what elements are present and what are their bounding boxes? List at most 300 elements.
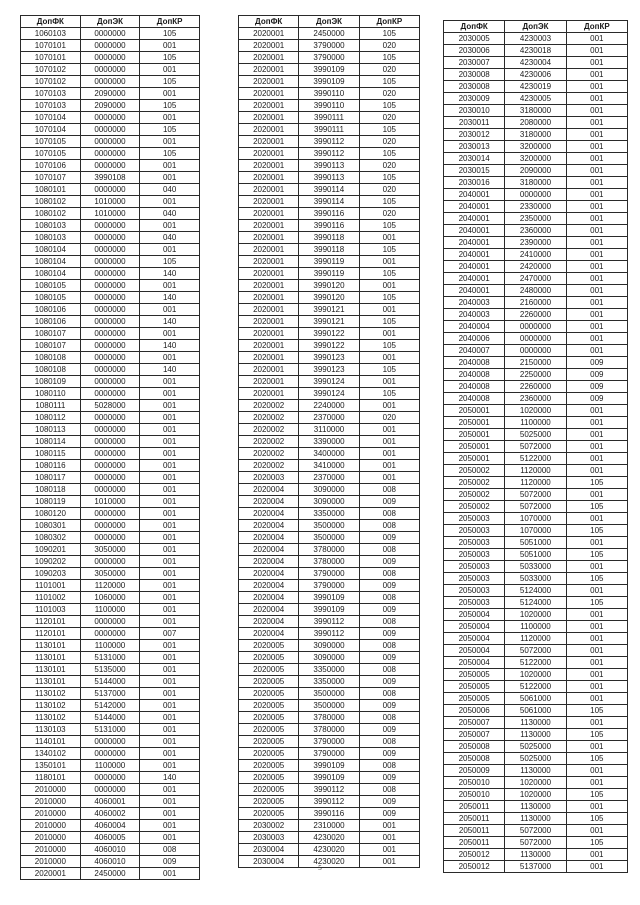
cell-dopek: 4230003 <box>505 33 566 45</box>
cell-dopkr: 001 <box>359 460 419 472</box>
cell-dopkr: 009 <box>359 724 419 736</box>
cell-dopek: 5124000 <box>505 585 566 597</box>
cell-dopek: 1130000 <box>505 801 566 813</box>
cell-dopkr: 001 <box>140 472 200 484</box>
header-dopfk: ДопФК <box>444 21 505 33</box>
cell-dopfk: 2020004 <box>239 496 299 508</box>
cell-dopkr: 008 <box>359 784 419 796</box>
table-row <box>21 568 200 580</box>
cell-dopkr: 001 <box>140 112 200 124</box>
cell-dopkr: 001 <box>140 160 200 172</box>
cell-dopfk: 2050003 <box>444 585 505 597</box>
cell-dopek: 2420000 <box>505 261 566 273</box>
cell-dopek: 0000000 <box>80 484 140 496</box>
cell-dopek: 0000000 <box>505 333 566 345</box>
cell-dopfk: 2040001 <box>444 189 505 201</box>
cell-dopfk: 2030010 <box>444 105 505 117</box>
cell-dopek: 3500000 <box>299 532 359 544</box>
cell-dopfk: 1080113 <box>21 424 81 436</box>
header-dopfk: ДопФК <box>239 16 299 28</box>
cell-dopek: 0000000 <box>80 40 140 52</box>
table-row <box>444 81 628 93</box>
cell-dopek: 3990109 <box>299 64 359 76</box>
cell-dopek: 2080000 <box>505 117 566 129</box>
cell-dopek: 3500000 <box>299 520 359 532</box>
table-row <box>21 784 200 796</box>
table-row <box>21 304 200 316</box>
table-row <box>444 621 628 633</box>
cell-dopfk: 2050002 <box>444 501 505 513</box>
cell-dopkr: 001 <box>566 465 627 477</box>
cell-dopfk: 1070104 <box>21 124 81 136</box>
table-row <box>239 256 420 268</box>
table-row <box>444 501 628 513</box>
cell-dopek: 5033000 <box>505 561 566 573</box>
table-row <box>444 201 628 213</box>
cell-dopkr: 008 <box>359 616 419 628</box>
cell-dopkr: 001 <box>566 777 627 789</box>
table-row <box>444 549 628 561</box>
cell-dopek: 1120000 <box>80 580 140 592</box>
cell-dopfk: 2020004 <box>239 520 299 532</box>
table-row <box>444 765 628 777</box>
table-row <box>444 117 628 129</box>
cell-dopkr: 009 <box>566 369 627 381</box>
cell-dopkr: 008 <box>359 640 419 652</box>
cell-dopek: 3050000 <box>80 568 140 580</box>
cell-dopek: 3200000 <box>505 141 566 153</box>
table-row <box>239 556 420 568</box>
cell-dopfk: 2050001 <box>444 441 505 453</box>
table-row <box>444 633 628 645</box>
cell-dopfk: 1080104 <box>21 268 81 280</box>
cell-dopfk: 2050003 <box>444 573 505 585</box>
cell-dopek: 5142000 <box>80 700 140 712</box>
table-row <box>444 153 628 165</box>
cell-dopfk: 2020001 <box>239 256 299 268</box>
cell-dopkr: 009 <box>359 580 419 592</box>
table-row <box>444 45 628 57</box>
table-row <box>21 436 200 448</box>
cell-dopfk: 2050002 <box>444 477 505 489</box>
cell-dopfk: 1070105 <box>21 136 81 148</box>
cell-dopek: 4230020 <box>299 844 359 856</box>
cell-dopkr: 001 <box>566 297 627 309</box>
cell-dopek: 4060002 <box>80 808 140 820</box>
cell-dopkr: 001 <box>140 676 200 688</box>
cell-dopfk: 2020001 <box>239 136 299 148</box>
cell-dopek: 1010000 <box>80 208 140 220</box>
cell-dopek: 1010000 <box>80 196 140 208</box>
table-row <box>444 693 628 705</box>
cell-dopfk: 2020004 <box>239 508 299 520</box>
cell-dopfk: 2050007 <box>444 729 505 741</box>
cell-dopkr: 001 <box>359 304 419 316</box>
cell-dopkr: 001 <box>140 64 200 76</box>
cell-dopek: 3990120 <box>299 292 359 304</box>
cell-dopek: 0000000 <box>80 460 140 472</box>
cell-dopek: 0000000 <box>80 136 140 148</box>
table-row <box>239 304 420 316</box>
cell-dopfk: 1080117 <box>21 472 81 484</box>
table-row <box>239 508 420 520</box>
cell-dopfk: 2030003 <box>239 832 299 844</box>
table-row <box>239 292 420 304</box>
cell-dopfk: 1070104 <box>21 112 81 124</box>
table-row <box>21 400 200 412</box>
cell-dopek: 3990113 <box>299 160 359 172</box>
cell-dopfk: 2040001 <box>444 249 505 261</box>
cell-dopkr: 008 <box>359 484 419 496</box>
cell-dopkr: 007 <box>140 628 200 640</box>
table-row <box>21 364 200 376</box>
table-row <box>21 472 200 484</box>
cell-dopfk: 2050009 <box>444 765 505 777</box>
table-row <box>444 441 628 453</box>
cell-dopkr: 001 <box>566 441 627 453</box>
cell-dopek: 1120000 <box>505 477 566 489</box>
code-table-column-2 <box>238 15 420 868</box>
cell-dopfk: 1080104 <box>21 256 81 268</box>
cell-dopkr: 001 <box>566 321 627 333</box>
cell-dopfk: 1130101 <box>21 664 81 676</box>
cell-dopkr: 001 <box>566 645 627 657</box>
cell-dopkr: 001 <box>566 585 627 597</box>
cell-dopkr: 001 <box>140 796 200 808</box>
cell-dopkr: 001 <box>359 400 419 412</box>
cell-dopfk: 2020001 <box>239 208 299 220</box>
cell-dopfk: 2050003 <box>444 537 505 549</box>
cell-dopek: 3990112 <box>299 148 359 160</box>
cell-dopkr: 001 <box>359 448 419 460</box>
table-row <box>444 477 628 489</box>
cell-dopfk: 2020001 <box>239 364 299 376</box>
cell-dopfk: 2020005 <box>239 664 299 676</box>
cell-dopfk: 1070107 <box>21 172 81 184</box>
cell-dopfk: 2030014 <box>444 153 505 165</box>
table-row <box>239 76 420 88</box>
cell-dopfk: 2040001 <box>444 201 505 213</box>
table-row <box>21 148 200 160</box>
cell-dopfk: 1070102 <box>21 64 81 76</box>
cell-dopfk: 1080302 <box>21 532 81 544</box>
table-row <box>21 820 200 832</box>
cell-dopfk: 2040008 <box>444 357 505 369</box>
cell-dopkr: 001 <box>566 489 627 501</box>
cell-dopek: 5122000 <box>505 453 566 465</box>
cell-dopfk: 2050012 <box>444 861 505 873</box>
table-row <box>444 513 628 525</box>
cell-dopkr: 040 <box>140 208 200 220</box>
cell-dopkr: 001 <box>566 225 627 237</box>
cell-dopfk: 2020001 <box>239 232 299 244</box>
cell-dopkr: 001 <box>140 244 200 256</box>
table-row <box>239 436 420 448</box>
cell-dopfk: 2050003 <box>444 597 505 609</box>
cell-dopkr: 001 <box>359 280 419 292</box>
cell-dopkr: 001 <box>566 129 627 141</box>
cell-dopfk: 1080102 <box>21 196 81 208</box>
cell-dopek: 4060004 <box>80 820 140 832</box>
table-row <box>21 64 200 76</box>
cell-dopfk: 2020002 <box>239 448 299 460</box>
cell-dopfk: 1080119 <box>21 496 81 508</box>
table-row <box>21 76 200 88</box>
cell-dopek: 5061000 <box>505 693 566 705</box>
table-row <box>21 664 200 676</box>
cell-dopfk: 2020004 <box>239 580 299 592</box>
cell-dopek: 3350000 <box>299 676 359 688</box>
cell-dopek: 1070000 <box>505 525 566 537</box>
table-row <box>239 724 420 736</box>
cell-dopek: 3390000 <box>299 436 359 448</box>
table-row <box>444 249 628 261</box>
table-row <box>239 568 420 580</box>
cell-dopfk: 2020001 <box>239 184 299 196</box>
cell-dopkr: 001 <box>566 669 627 681</box>
cell-dopkr: 001 <box>566 417 627 429</box>
table-row <box>21 220 200 232</box>
table-row <box>239 760 420 772</box>
table-row <box>21 508 200 520</box>
cell-dopek: 3500000 <box>299 688 359 700</box>
cell-dopkr: 009 <box>359 772 419 784</box>
cell-dopek: 0000000 <box>80 232 140 244</box>
cell-dopfk: 2040001 <box>444 273 505 285</box>
cell-dopek: 3990110 <box>299 88 359 100</box>
cell-dopkr: 001 <box>140 460 200 472</box>
table-row <box>444 309 628 321</box>
cell-dopek: 1070000 <box>505 513 566 525</box>
cell-dopfk: 2020001 <box>239 280 299 292</box>
table-row <box>21 268 200 280</box>
cell-dopfk: 2030006 <box>444 45 505 57</box>
cell-dopkr: 105 <box>359 28 419 40</box>
cell-dopek: 0000000 <box>80 328 140 340</box>
cell-dopkr: 105 <box>359 148 419 160</box>
table-header-row <box>239 16 420 28</box>
cell-dopek: 3050000 <box>80 544 140 556</box>
table-row <box>444 669 628 681</box>
cell-dopek: 1130000 <box>505 729 566 741</box>
table-row <box>21 388 200 400</box>
table-row <box>239 184 420 196</box>
cell-dopkr: 105 <box>566 837 627 849</box>
cell-dopfk: 2050001 <box>444 453 505 465</box>
cell-dopek: 0000000 <box>80 352 140 364</box>
table-row <box>239 112 420 124</box>
cell-dopek: 3410000 <box>299 460 359 472</box>
cell-dopkr: 105 <box>359 52 419 64</box>
table-row <box>239 52 420 64</box>
table-row <box>444 261 628 273</box>
cell-dopfk: 1080112 <box>21 412 81 424</box>
cell-dopkr: 105 <box>359 220 419 232</box>
table-row <box>444 585 628 597</box>
cell-dopkr: 001 <box>140 580 200 592</box>
cell-dopfk: 1080106 <box>21 316 81 328</box>
cell-dopek: 0000000 <box>505 345 566 357</box>
cell-dopkr: 008 <box>359 544 419 556</box>
cell-dopkr: 001 <box>566 717 627 729</box>
cell-dopek: 5131000 <box>80 652 140 664</box>
cell-dopkr: 001 <box>566 633 627 645</box>
cell-dopkr: 001 <box>140 520 200 532</box>
table-row <box>444 225 628 237</box>
cell-dopek: 3990122 <box>299 328 359 340</box>
cell-dopkr: 001 <box>566 33 627 45</box>
table-row <box>21 688 200 700</box>
cell-dopek: 0000000 <box>80 472 140 484</box>
cell-dopfk: 2040006 <box>444 333 505 345</box>
table-row <box>444 537 628 549</box>
cell-dopek: 0000000 <box>80 340 140 352</box>
table-row <box>21 208 200 220</box>
cell-dopkr: 001 <box>359 832 419 844</box>
cell-dopek: 4230020 <box>299 856 359 868</box>
cell-dopkr: 020 <box>359 160 419 172</box>
cell-dopkr: 001 <box>566 861 627 873</box>
table-row <box>239 424 420 436</box>
cell-dopfk: 1060103 <box>21 28 81 40</box>
table-row <box>21 340 200 352</box>
table-row <box>444 849 628 861</box>
cell-dopkr: 001 <box>566 285 627 297</box>
cell-dopfk: 2030009 <box>444 93 505 105</box>
header-dopkr: ДопКР <box>359 16 419 28</box>
cell-dopfk: 2020001 <box>239 148 299 160</box>
cell-dopek: 0000000 <box>80 424 140 436</box>
cell-dopek: 0000000 <box>80 160 140 172</box>
cell-dopkr: 001 <box>566 249 627 261</box>
table-row <box>444 753 628 765</box>
cell-dopek: 2360000 <box>505 393 566 405</box>
table-row <box>444 645 628 657</box>
cell-dopfk: 2020001 <box>239 64 299 76</box>
cell-dopkr: 001 <box>140 412 200 424</box>
cell-dopkr: 008 <box>359 688 419 700</box>
table-row <box>444 93 628 105</box>
cell-dopkr: 140 <box>140 268 200 280</box>
cell-dopek: 5051000 <box>505 537 566 549</box>
cell-dopfk: 2050011 <box>444 837 505 849</box>
cell-dopkr: 001 <box>140 424 200 436</box>
cell-dopkr: 001 <box>566 105 627 117</box>
cell-dopfk: 2010000 <box>21 808 81 820</box>
cell-dopfk: 2020001 <box>239 28 299 40</box>
cell-dopek: 0000000 <box>80 64 140 76</box>
cell-dopfk: 2050001 <box>444 417 505 429</box>
cell-dopkr: 105 <box>566 729 627 741</box>
cell-dopek: 0000000 <box>80 256 140 268</box>
cell-dopkr: 105 <box>140 256 200 268</box>
cell-dopfk: 2030005 <box>444 33 505 45</box>
cell-dopek: 2260000 <box>505 381 566 393</box>
cell-dopkr: 001 <box>140 352 200 364</box>
cell-dopkr: 001 <box>566 693 627 705</box>
cell-dopkr: 001 <box>359 376 419 388</box>
cell-dopfk: 2020005 <box>239 796 299 808</box>
cell-dopek: 5122000 <box>505 681 566 693</box>
cell-dopfk: 1070103 <box>21 88 81 100</box>
cell-dopfk: 1080120 <box>21 508 81 520</box>
cell-dopek: 2250000 <box>505 369 566 381</box>
cell-dopek: 4060010 <box>80 844 140 856</box>
cell-dopek: 3990118 <box>299 244 359 256</box>
table-row <box>239 532 420 544</box>
cell-dopfk: 2020004 <box>239 568 299 580</box>
cell-dopfk: 2020001 <box>239 340 299 352</box>
cell-dopek: 3990112 <box>299 784 359 796</box>
cell-dopek: 5025000 <box>505 753 566 765</box>
cell-dopfk: 2020001 <box>239 292 299 304</box>
cell-dopkr: 020 <box>359 136 419 148</box>
table-row <box>239 268 420 280</box>
table-row <box>239 340 420 352</box>
cell-dopfk: 1130102 <box>21 700 81 712</box>
cell-dopfk: 1090201 <box>21 544 81 556</box>
cell-dopfk: 2050002 <box>444 465 505 477</box>
cell-dopkr: 001 <box>140 652 200 664</box>
cell-dopkr: 001 <box>566 405 627 417</box>
table-row <box>21 352 200 364</box>
cell-dopkr: 001 <box>140 832 200 844</box>
cell-dopkr: 105 <box>140 124 200 136</box>
cell-dopkr: 001 <box>140 688 200 700</box>
cell-dopkr: 105 <box>359 172 419 184</box>
cell-dopfk: 1070105 <box>21 148 81 160</box>
cell-dopek: 3990112 <box>299 136 359 148</box>
table-row <box>239 808 420 820</box>
cell-dopek: 3990114 <box>299 184 359 196</box>
cell-dopfk: 2040001 <box>444 213 505 225</box>
cell-dopfk: 1080115 <box>21 448 81 460</box>
cell-dopfk: 2020001 <box>239 160 299 172</box>
cell-dopfk: 2020001 <box>239 196 299 208</box>
table-row <box>239 352 420 364</box>
cell-dopek: 5135000 <box>80 664 140 676</box>
cell-dopfk: 1101001 <box>21 580 81 592</box>
table-row <box>21 748 200 760</box>
cell-dopek: 5025000 <box>505 429 566 441</box>
cell-dopfk: 2050003 <box>444 513 505 525</box>
table-row <box>21 196 200 208</box>
table-row <box>239 412 420 424</box>
table-row <box>444 657 628 669</box>
cell-dopkr: 009 <box>566 381 627 393</box>
cell-dopek: 0000000 <box>80 292 140 304</box>
cell-dopfk: 2030012 <box>444 129 505 141</box>
table-row <box>444 213 628 225</box>
cell-dopkr: 009 <box>359 748 419 760</box>
cell-dopkr: 001 <box>140 664 200 676</box>
cell-dopkr: 140 <box>140 340 200 352</box>
cell-dopek: 5137000 <box>505 861 566 873</box>
cell-dopfk: 1080109 <box>21 376 81 388</box>
cell-dopkr: 009 <box>359 532 419 544</box>
cell-dopek: 0000000 <box>80 376 140 388</box>
cell-dopek: 0000000 <box>80 280 140 292</box>
header-dopfk: ДопФК <box>21 16 81 28</box>
cell-dopfk: 1090203 <box>21 568 81 580</box>
cell-dopek: 5072000 <box>505 645 566 657</box>
cell-dopfk: 2020002 <box>239 424 299 436</box>
cell-dopkr: 105 <box>359 388 419 400</box>
cell-dopek: 1100000 <box>505 621 566 633</box>
cell-dopfk: 1080108 <box>21 364 81 376</box>
table-row <box>239 520 420 532</box>
cell-dopek: 5144000 <box>80 712 140 724</box>
